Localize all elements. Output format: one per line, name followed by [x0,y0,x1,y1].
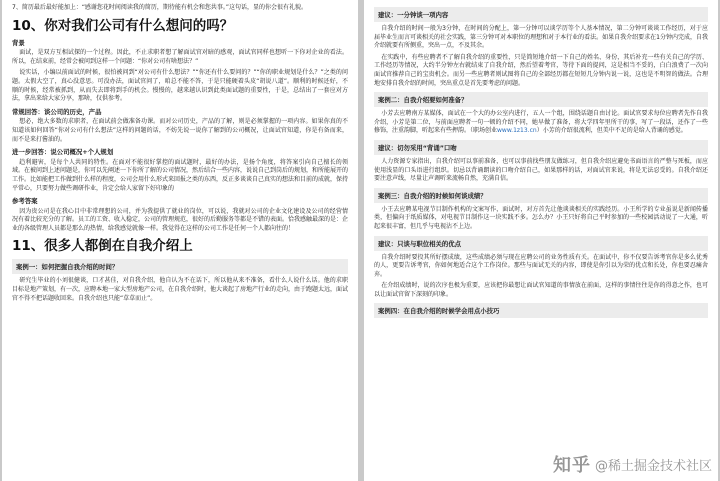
advice-1-title: 建议：一分钟谈一项内容 [374,7,708,22]
case-1-paragraph: 研究生毕业的小刘很健谈，口才甚佳，对自我介绍，他自认为不在话下，所以他从来不准备，看什么人说什么话。他的求职目标是地产策划，有一次，应聘本地一家大型房地产公司，在自我介绍时，他大谈起了房地产行业的走向，由于跑题太远，面试官不得不把话题收回来。自我介绍也只能“草草而止”。 [12,277,349,302]
case-2-title: 案例二：自我介绍要如何准备？ [374,92,708,107]
advice-2-paragraph: 人力资源专家指出，自我介绍可以事前准备，也可以事前找些朋友做练习，但自我介绍应避免书面语言的严整与死板，而应使用浅显的口头语进行组织。切忌以背诵朗读的口吻介绍自己，如果那样的话，对面试官来说，将是无法忍受的。自我介绍还要注意声线，尽量让声调听来流畅自然，充满自信。 [374,157,708,183]
watermark-brand: 知乎 [552,455,591,476]
left-page [2,0,358,481]
advice-2-title: 建议：切勿采用“背诵”口吻 [374,140,708,155]
common-answer-label: 常规回答：谈公司的历史，产品 [12,107,102,116]
background-paragraph-2: 说实话，小编以前面试的时候，很怕被问到“对公司有什么想法？”“你还有什么要问的？”“你的职业规划是什么？”之类的问题。太假大空了，真心没意思。可没办法，面试官问了，咱总不能不答，于是只能硬着头皮“胡说八道”。顺利的时候还好，不顺的时候，经常被抓到，从而失去即将到手的机会。慢慢的，越来越认识到此类面试题的重要性，于是，总结出了一套应对方法，拿出来给大家分享，那啥，仅供参考。 [12,69,348,103]
reference-answer-paragraph: 因为贵公司是在我心目中非常理想的公司，并为我提供了就业的岗位，可以说，我就对公司的企业文化建设及公司的经营情况有着比较充分的了解。员工的工资、收入稳定，公司的管理规范，很好的后勤服务等都是不错的表面。恰我感触最深的是：企业的各级管理人员都是那么的热情，给我感觉就像一样。我觉得在这样的公司工作是任何一个人都向往的！ [12,207,349,232]
further-answer-paragraph: 趋利避害，是每个人共同的特性。在面对不能很好掌控的面试题时，最好的办法，是扬个角度，将答案引向自己擅长的领域。在被问到上述问题是，你可以先阐述一下你所了解的公司情况，然后结合一些内容，说说自己到岗后的规划，和所能展开的工作。比如能把工作做到什么样的程度，公司会用什么形式来回报之类的东西，反正多谈谈自己真实的想法和目前的成就，保持平常心，只要努力做些调研作业，肯定会给人家留下好印象的 [12,158,349,192]
case-2-paragraph [374,110,708,136]
advice-3-title: 建议：只谈与职位相关的优点 [374,236,708,251]
background-paragraph-1: 面试，是双方互相试探的一个过程。因此，不止求职者想了解面试官对暗的感观，面试官同样也想听一下你对企业的看法。所以，在结束前，经常会被问到这样一个问题：“你对公司有啥想法？” [12,49,348,65]
watermark [553,451,712,477]
source-link[interactable]: www.1z13.cn [497,127,537,135]
case-2-text-a: 小芳去应聘南方某媒体，面试在一个大的办公室内进行，五人一个组，围绕话题自由讨论。面试官要求每位应聘者先作自我介绍，小芳是第二位，与前面应聘者一句一顿的介绍不同，她早做了准备，将大学四年里所干的事，写了一段话，还作了一些修饰，注重韵脚，听起来有些押韵。（职场创业 [374,110,708,135]
right-page [364,0,718,481]
case-2-text-b: ）小芳的介绍很流利，但美中不足的是给人背诵的感觉。 [536,127,687,135]
further-answer-label: 进一步回答：说公司概况+个人规划 [12,148,114,157]
case-1-title: 案例一：如何把握自我介绍的时间？ [12,259,348,274]
common-answer-paragraph: 想必，绝大多数的求职者，在面试前会做准备功课。而对公司历史，产品的了解，则是必须掌握的一项内容。如果你真的不知道该如何回答“你对公司有什么想法”这样的问题的话，不妨先说一说你了解到的公司概况，让面试官知道，你是有备而来，而不是来打酱油的。 [12,118,348,143]
case-3-paragraph: 小王去应聘某电视节目制作机构的文案写作，面试时，对方首先让他谈谈相关的实践经历。小王所学的专业虽说是新闻传播类，但偏向于纸质媒体，对电视节目制作这一块实践不多。怎么办？小王只好将自己平时参加的一些校园活动说了一大通，听起来很丰富，但几乎与电视沾不上边。 [374,205,708,230]
reference-answer-label: 参考答案 [12,197,38,206]
heading-question-10: 10、你对我们公司有什么想问的吗？ [12,17,234,34]
heading-question-11: 11、很多人都倒在自我介绍上 [12,238,193,255]
background-label: 背景 [12,38,25,47]
case-4-title: 案例四：在自我介绍的时候学会用点小技巧 [374,303,708,318]
advice-3-paragraph-1: 自我介绍时要投其所好摆成绩，这些成绩必须与现在应聘公司的业务性质有关。在面试中，你不仅要告诉考官你是多么优秀的人，更要告诉考官，你如何地适合这个工作岗位。那些与面试无关的内容，即使是你引以为荣的优点和长处，你也要忍痛舍弃。 [374,253,708,278]
advice-1-paragraph-2: 在实践中，有些应聘者不了解自我介绍的重要性，只是简短地介绍一下自己的姓名、身份，其后补充一些有关自己的学历、工作经历等情况，大约半分钟左右就结束了自我介绍，然后望着考官，等待下面的提问，这是相当不妥的，白白浪费了一次向面试官推荐自己的宝贵机会。而另一些应聘者则试图将自己的全部经历都在短短几分钟内说一说，这也是不明智的做法。合理地安排自我介绍的时间，突出重点是首先要考虑的问题。 [374,53,708,87]
resume-tip-7: 7、简历最后最好能加上：“感谢您花时间阅读我的简历，期待能有机会和您共事。”这句话，显的你会很有礼貌。 [12,4,308,11]
watermark-handle: @稀土掘金技术社区 [594,458,712,474]
case-3-title: 案例三：自我介绍的时候如何谈成绩？ [374,188,708,203]
advice-3-paragraph-2: 在介绍成绩时，说的次序也极为重要，应该把你最想让面试官知道的事情放在前面，这样的事情往往是你的得意之作，也可以让面试官留下深刻的印象。 [374,282,708,298]
advice-1-paragraph-1: 自我介绍的时间一般为3分钟，在时间的分配上，第一分钟可以谈学历等个人基本情况，第二分钟可谈谈工作经历，对于应届毕业生而言可谈相关的社会实践，第三分钟可对本职位的理想和对于本行业的看法。如果自我介绍要求在1分钟内完成，自我介绍就要有所侧重，突出一点，不及其余。 [374,25,708,50]
